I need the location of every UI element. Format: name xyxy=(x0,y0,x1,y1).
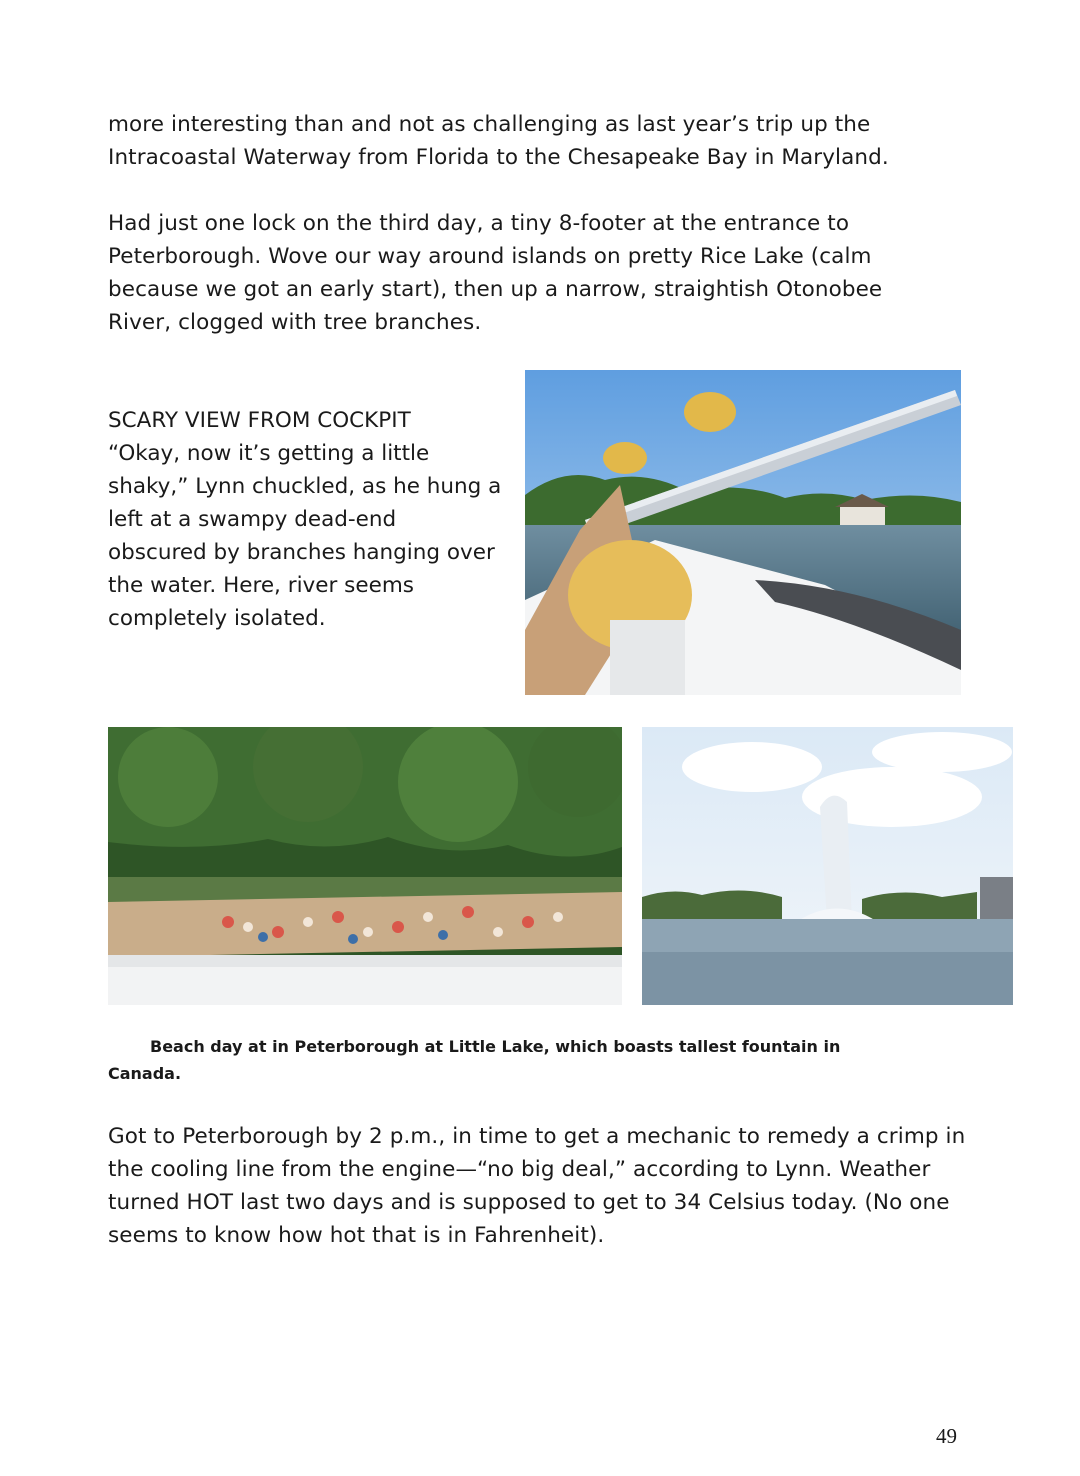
fountain-photo xyxy=(642,727,1013,1005)
page-number: 49 xyxy=(936,1424,957,1448)
sidebar-line: completely isolated. xyxy=(108,606,326,631)
sidebar-line: left at a swampy dead-end xyxy=(108,507,397,532)
sidebar-heading: SCARY VIEW FROM COCKPIT xyxy=(108,408,411,433)
intro-paragraph: more interesting than and not as challenging as last year’s trip up the Intracoastal Waterway from Florida to the Chesapeake Bay in Maryland. xyxy=(108,112,889,170)
sidebar-line: shaky,” Lynn chuckled, as he hung a xyxy=(108,474,502,499)
photo-sidebar-text xyxy=(108,404,508,635)
sidebar-line: obscured by branches hanging over xyxy=(108,540,495,565)
lock-paragraph: Had just one lock on the third day, a tiny 8-footer at the entrance to Peterborough. Wove our way around islands on pretty Rice Lake (calm because we got an early start), then up a narrow, straightish Otonobee River, clogged with tree branches. xyxy=(108,211,883,335)
sidebar-line: “Okay, now it’s getting a little xyxy=(108,441,430,466)
closing-paragraph: Got to Peterborough by 2 p.m., in time to get a mechanic to remedy a crimp in the cooling line from the engine—“no big deal,” according to Lynn. Weather turned HOT last two days and is supposed to get to 34 Celsius today. (No one seems to know how hot that is in Fahrenheit). xyxy=(108,1124,966,1248)
sidebar-line: the water. Here, river seems xyxy=(108,573,414,598)
beach-photo xyxy=(108,727,622,1005)
cockpit-view-photo xyxy=(525,370,961,695)
photo-caption: Beach day at in Peterborough at Little Lake, which boasts tallest fountain in Canada. xyxy=(108,1037,841,1083)
